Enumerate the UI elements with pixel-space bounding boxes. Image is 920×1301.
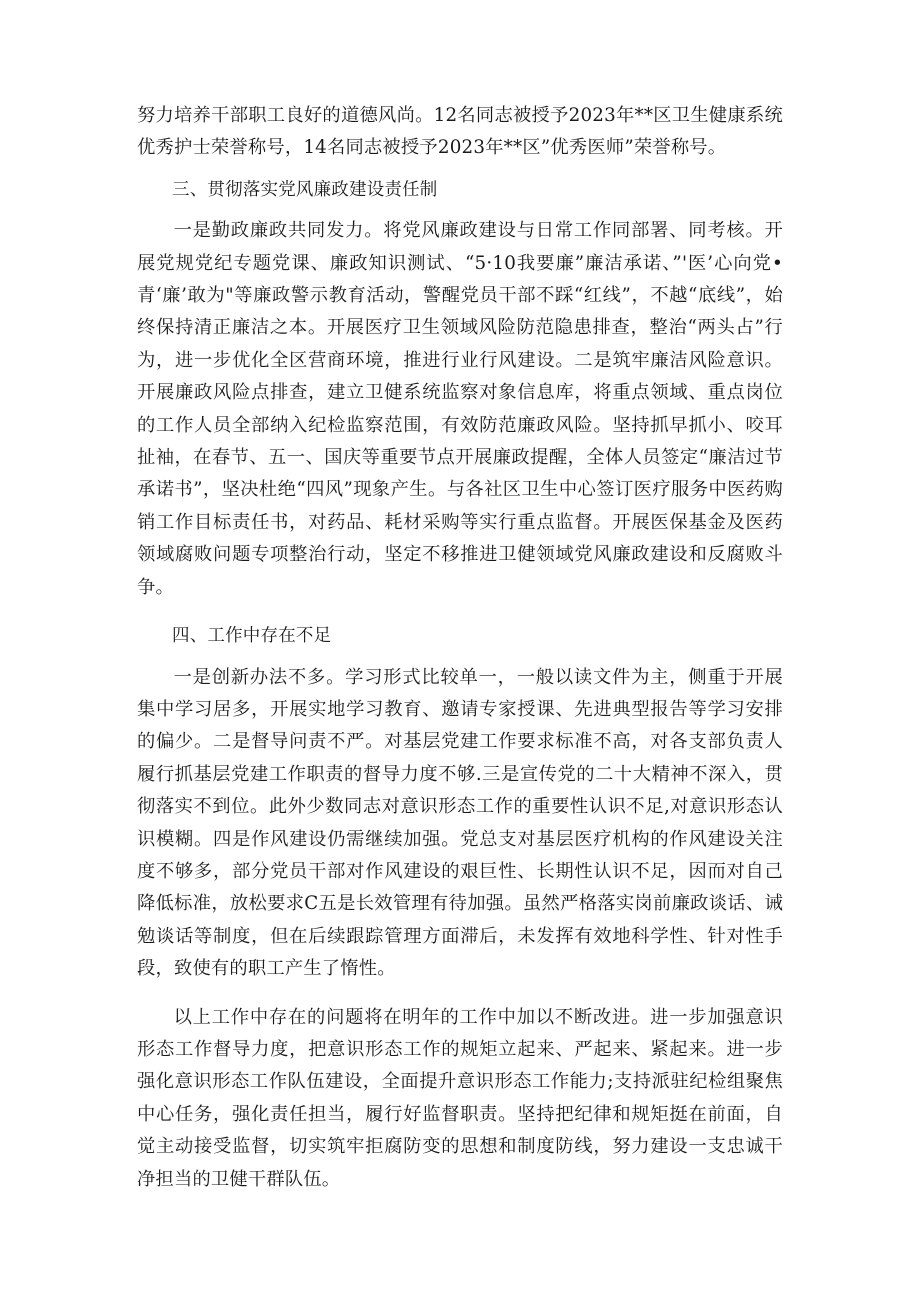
paragraph-improvement: 以上工作中存在的问题将在明年的工作中加以不断改进。进一步加强意识形态工作督导力度，把意识形态工作的规矩立起来、严起来、紧起来。进一步强化意识形态工作队伍建设，全面提升意识形态工作能力;支持派驻纪检组聚焦中心任务，强化责任担当，履行好监督职责。坚持把纪律和规矩挺在前面，自觉主动接受监督，切实筑牢拒腐防变的思想和制度防线，努力建设一支忠诚干净担当的卫健干群队伍。 [137,1006,783,1190]
spacer [137,206,783,215]
section-heading-3: 三、贯彻落实党风廉政建设责任制 [172,179,438,200]
document-body [137,100,783,1196]
paragraph-anticorruption: 一是勤政廉政共同发力。将党风廉政建设与日常工作同部署、同考核。开展党规党纪专题党课、廉政知识测试、“5·10我要廉”廉洁承诺、”'医’心向党•青‘廉’敢为"等廉政警示教育活动，警醒党员干部不踩“红线”，不越“底线”，始终保持清正廉洁之本。开展医疗卫生领域风险防范隐患排查，整治“两头占”行为，进一步优化全区营商环境，推进行业行风建设。二是筑牢廉洁风险意识。开展廉政风险点排查，建立卫健系统监察对象信息库，将重点领域、重点岗位的工作人员全部纳入纪检监察范围，有效防范廉政风险。坚持抓早抓小、咬耳扯袖，在春节、五一、国庆等重要节点开展廉政提醒，全体人员签定“廉洁过节承诺书”，坚决杜绝“四风”现象产生。与各社区卫生中心签订医疗服务中医药购销工作目标责任书，对药品、耗材采购等实行重点监督。开展医保基金及医药领域腐败问题专项整治行动，坚定不移推进卫健领域党风廉政建设和反腐败斗争。 [137,220,783,598]
paragraph-shortcomings: 一是创新办法不多。学习形式比较单一，一般以读文件为主，侧重于开展集中学习居多，开展实地学习教育、邀请专家授课、先进典型报告等学习安排的偏少。二是督导问责不严。对基层党建工作要求标准不高，对各支部负责人履行抓基层党建工作职责的督导力度不够.三是宣传党的二十大精神不深入，贯彻落实不到位。此外少数同志对意识形态工作的重要性认识不足,对意识形态认识模糊。四是作风建设仍需继续加强。党总支对基层医疗机构的作风建设关注度不够多，部分党员干部对作风建设的艰巨性、长期性认识不足，因而对自己降低标准，放松要求C五是长效管理有待加强。虽然严格落实岗前廉政谈话、诫勉谈话等制度，但在后续跟踪管理方面滞后，未发挥有效地科学性、针对性手段，致使有的职工产生了惰性。 [137,666,783,980]
spacer [137,165,783,174]
spacer [137,986,783,1002]
section-heading-4: 四、工作中存在不足 [172,626,332,647]
spacer [137,604,783,620]
paragraph-continuation: 努力培养干部职工良好的道德风尚。12名同志被授予2023年**区卫生健康系统优秀护士荣誉称号，14名同志被授予2023年**区”优秀医师”荣誉称号。 [137,105,783,159]
spacer [137,653,783,662]
